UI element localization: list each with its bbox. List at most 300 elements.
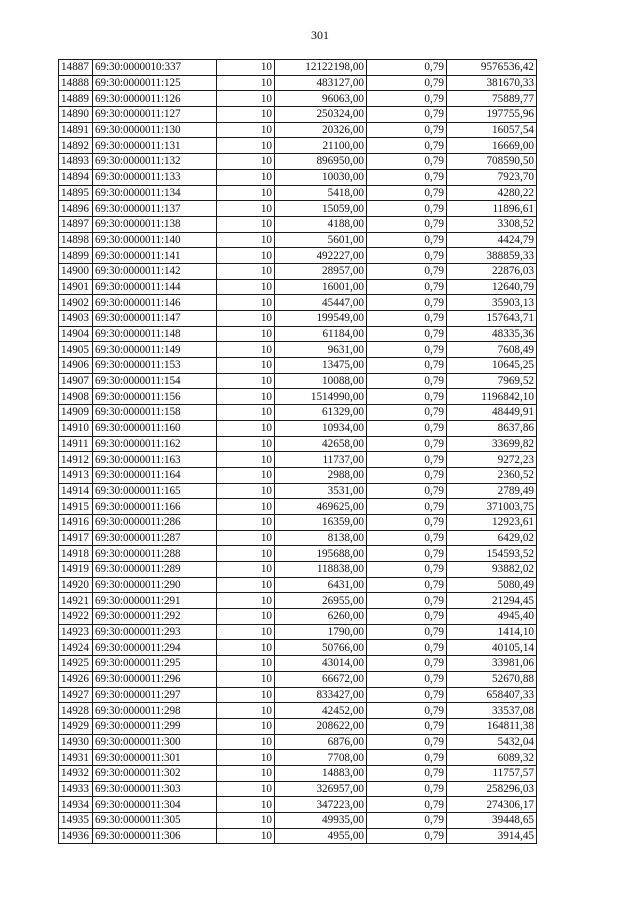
result-cell: 48449,91 bbox=[447, 405, 537, 421]
table-row bbox=[59, 781, 537, 797]
result-cell: 3308,52 bbox=[447, 216, 537, 232]
row-number-cell: 14907 bbox=[59, 373, 93, 389]
result-cell: 11757,57 bbox=[447, 765, 537, 781]
coefficient-cell: 0,79 bbox=[367, 420, 447, 436]
cadastral-value-cell: 4955,00 bbox=[275, 828, 367, 844]
cadastral-number-cell: 69:30:0000011:142 bbox=[93, 263, 217, 279]
cadastral-number-cell: 69:30:0000011:149 bbox=[93, 342, 217, 358]
cadastral-value-cell: 10088,00 bbox=[275, 373, 367, 389]
table-row bbox=[59, 640, 537, 656]
row-number-cell: 14903 bbox=[59, 311, 93, 327]
cadastral-number-cell: 69:30:0000011:299 bbox=[93, 718, 217, 734]
coefficient-cell: 0,79 bbox=[367, 765, 447, 781]
cadastral-value-cell: 250324,00 bbox=[275, 107, 367, 123]
coefficient-cell: 0,79 bbox=[367, 295, 447, 311]
rate-cell: 10 bbox=[217, 169, 275, 185]
cadastral-number-cell: 69:30:0000011:166 bbox=[93, 499, 217, 515]
rate-cell: 10 bbox=[217, 389, 275, 405]
cadastral-number-cell: 69:30:0000011:296 bbox=[93, 671, 217, 687]
row-number-cell: 14899 bbox=[59, 248, 93, 264]
row-number-cell: 14916 bbox=[59, 514, 93, 530]
table-row bbox=[59, 232, 537, 248]
cadastral-value-cell: 7708,00 bbox=[275, 750, 367, 766]
table-row bbox=[59, 185, 537, 201]
table-row bbox=[59, 107, 537, 123]
cadastral-number-cell: 69:30:0000011:292 bbox=[93, 609, 217, 625]
rate-cell: 10 bbox=[217, 201, 275, 217]
cadastral-number-cell: 69:30:0000011:302 bbox=[93, 765, 217, 781]
rate-cell: 10 bbox=[217, 138, 275, 154]
result-cell: 16669,00 bbox=[447, 138, 537, 154]
table-row bbox=[59, 216, 537, 232]
cadastral-value-cell: 61184,00 bbox=[275, 326, 367, 342]
coefficient-cell: 0,79 bbox=[367, 154, 447, 170]
coefficient-cell: 0,79 bbox=[367, 593, 447, 609]
result-cell: 7969,52 bbox=[447, 373, 537, 389]
rate-cell: 10 bbox=[217, 750, 275, 766]
result-cell: 4945,40 bbox=[447, 609, 537, 625]
cadastral-value-cell: 12122198,00 bbox=[275, 60, 367, 76]
result-cell: 3914,45 bbox=[447, 828, 537, 844]
cadastral-value-cell: 42452,00 bbox=[275, 703, 367, 719]
row-number-cell: 14894 bbox=[59, 169, 93, 185]
table-row bbox=[59, 499, 537, 515]
result-cell: 40105,14 bbox=[447, 640, 537, 656]
table-row bbox=[59, 577, 537, 593]
rate-cell: 10 bbox=[217, 765, 275, 781]
cadastral-value-cell: 26955,00 bbox=[275, 593, 367, 609]
cadastral-value-cell: 208622,00 bbox=[275, 718, 367, 734]
cadastral-value-cell: 492227,00 bbox=[275, 248, 367, 264]
rate-cell: 10 bbox=[217, 75, 275, 91]
coefficient-cell: 0,79 bbox=[367, 436, 447, 452]
cadastral-value-cell: 43014,00 bbox=[275, 656, 367, 672]
table-row bbox=[59, 624, 537, 640]
cadastral-number-cell: 69:30:0000011:141 bbox=[93, 248, 217, 264]
result-cell: 197755,96 bbox=[447, 107, 537, 123]
table-row bbox=[59, 514, 537, 530]
cadastral-number-cell: 69:30:0000011:300 bbox=[93, 734, 217, 750]
row-number-cell: 14895 bbox=[59, 185, 93, 201]
row-number-cell: 14919 bbox=[59, 562, 93, 578]
result-cell: 21294,45 bbox=[447, 593, 537, 609]
result-cell: 381670,33 bbox=[447, 75, 537, 91]
rate-cell: 10 bbox=[217, 185, 275, 201]
cadastral-number-cell: 69:30:0000011:147 bbox=[93, 311, 217, 327]
coefficient-cell: 0,79 bbox=[367, 624, 447, 640]
cadastral-value-cell: 3531,00 bbox=[275, 483, 367, 499]
result-cell: 388859,33 bbox=[447, 248, 537, 264]
rate-cell: 10 bbox=[217, 91, 275, 107]
result-cell: 658407,33 bbox=[447, 687, 537, 703]
rate-cell: 10 bbox=[217, 326, 275, 342]
table-row bbox=[59, 154, 537, 170]
rate-cell: 10 bbox=[217, 562, 275, 578]
cadastral-number-cell: 69:30:0000011:148 bbox=[93, 326, 217, 342]
cadastral-number-cell: 69:30:0000011:156 bbox=[93, 389, 217, 405]
row-number-cell: 14913 bbox=[59, 467, 93, 483]
cadastral-number-cell: 69:30:0000011:305 bbox=[93, 813, 217, 829]
rate-cell: 10 bbox=[217, 122, 275, 138]
cadastral-number-cell: 69:30:0000011:138 bbox=[93, 216, 217, 232]
cadastral-number-cell: 69:30:0000011:137 bbox=[93, 201, 217, 217]
row-number-cell: 14921 bbox=[59, 593, 93, 609]
rate-cell: 10 bbox=[217, 546, 275, 562]
table-row bbox=[59, 358, 537, 374]
coefficient-cell: 0,79 bbox=[367, 813, 447, 829]
result-cell: 1196842,10 bbox=[447, 389, 537, 405]
rate-cell: 10 bbox=[217, 452, 275, 468]
result-cell: 7608,49 bbox=[447, 342, 537, 358]
cadastral-value-cell: 16001,00 bbox=[275, 279, 367, 295]
result-cell: 33981,06 bbox=[447, 656, 537, 672]
result-cell: 11896,61 bbox=[447, 201, 537, 217]
cadastral-number-cell: 69:30:0000011:160 bbox=[93, 420, 217, 436]
rate-cell: 10 bbox=[217, 828, 275, 844]
rate-cell: 10 bbox=[217, 154, 275, 170]
row-number-cell: 14887 bbox=[59, 60, 93, 76]
result-cell: 52670,88 bbox=[447, 671, 537, 687]
cadastral-number-cell: 69:30:0000011:298 bbox=[93, 703, 217, 719]
rate-cell: 10 bbox=[217, 107, 275, 123]
rate-cell: 10 bbox=[217, 263, 275, 279]
cadastral-value-cell: 45447,00 bbox=[275, 295, 367, 311]
cadastral-number-cell: 69:30:0000011:287 bbox=[93, 530, 217, 546]
coefficient-cell: 0,79 bbox=[367, 185, 447, 201]
cadastral-number-cell: 69:30:0000011:131 bbox=[93, 138, 217, 154]
row-number-cell: 14900 bbox=[59, 263, 93, 279]
row-number-cell: 14935 bbox=[59, 813, 93, 829]
coefficient-cell: 0,79 bbox=[367, 514, 447, 530]
table-row bbox=[59, 75, 537, 91]
cadastral-number-cell: 69:30:0000011:140 bbox=[93, 232, 217, 248]
result-cell: 5432,04 bbox=[447, 734, 537, 750]
table-row bbox=[59, 797, 537, 813]
table-row bbox=[59, 201, 537, 217]
table-row bbox=[59, 671, 537, 687]
coefficient-cell: 0,79 bbox=[367, 499, 447, 515]
cadastral-number-cell: 69:30:0000011:288 bbox=[93, 546, 217, 562]
row-number-cell: 14917 bbox=[59, 530, 93, 546]
rate-cell: 10 bbox=[217, 342, 275, 358]
cadastral-value-cell: 21100,00 bbox=[275, 138, 367, 154]
table-row bbox=[59, 750, 537, 766]
row-number-cell: 14927 bbox=[59, 687, 93, 703]
rate-cell: 10 bbox=[217, 577, 275, 593]
cadastral-number-cell: 69:30:0000011:297 bbox=[93, 687, 217, 703]
cadastral-number-cell: 69:30:0000010:337 bbox=[93, 60, 217, 76]
rate-cell: 10 bbox=[217, 499, 275, 515]
result-cell: 164811,38 bbox=[447, 718, 537, 734]
cadastral-number-cell: 69:30:0000011:289 bbox=[93, 562, 217, 578]
rate-cell: 10 bbox=[217, 734, 275, 750]
row-number-cell: 14934 bbox=[59, 797, 93, 813]
cadastral-value-cell: 20326,00 bbox=[275, 122, 367, 138]
coefficient-cell: 0,79 bbox=[367, 609, 447, 625]
cadastral-number-cell: 69:30:0000011:293 bbox=[93, 624, 217, 640]
row-number-cell: 14909 bbox=[59, 405, 93, 421]
row-number-cell: 14922 bbox=[59, 609, 93, 625]
coefficient-cell: 0,79 bbox=[367, 138, 447, 154]
row-number-cell: 14911 bbox=[59, 436, 93, 452]
rate-cell: 10 bbox=[217, 813, 275, 829]
cadastral-number-cell: 69:30:0000011:134 bbox=[93, 185, 217, 201]
result-cell: 2360,52 bbox=[447, 467, 537, 483]
cadastral-value-cell: 118838,00 bbox=[275, 562, 367, 578]
cadastral-value-cell: 8138,00 bbox=[275, 530, 367, 546]
row-number-cell: 14925 bbox=[59, 656, 93, 672]
cadastral-number-cell: 69:30:0000011:162 bbox=[93, 436, 217, 452]
table-row bbox=[59, 248, 537, 264]
result-cell: 708590,50 bbox=[447, 154, 537, 170]
coefficient-cell: 0,79 bbox=[367, 405, 447, 421]
cadastral-number-cell: 69:30:0000011:304 bbox=[93, 797, 217, 813]
cadastral-number-cell: 69:30:0000011:154 bbox=[93, 373, 217, 389]
coefficient-cell: 0,79 bbox=[367, 201, 447, 217]
row-number-cell: 14888 bbox=[59, 75, 93, 91]
result-cell: 9576536,42 bbox=[447, 60, 537, 76]
row-number-cell: 14920 bbox=[59, 577, 93, 593]
row-number-cell: 14926 bbox=[59, 671, 93, 687]
coefficient-cell: 0,79 bbox=[367, 640, 447, 656]
rate-cell: 10 bbox=[217, 530, 275, 546]
result-cell: 12923,61 bbox=[447, 514, 537, 530]
cadastral-value-cell: 50766,00 bbox=[275, 640, 367, 656]
coefficient-cell: 0,79 bbox=[367, 546, 447, 562]
coefficient-cell: 0,79 bbox=[367, 248, 447, 264]
table-row bbox=[59, 373, 537, 389]
row-number-cell: 14905 bbox=[59, 342, 93, 358]
rate-cell: 10 bbox=[217, 593, 275, 609]
row-number-cell: 14933 bbox=[59, 781, 93, 797]
rate-cell: 10 bbox=[217, 311, 275, 327]
rate-cell: 10 bbox=[217, 483, 275, 499]
table-row bbox=[59, 828, 537, 844]
row-number-cell: 14923 bbox=[59, 624, 93, 640]
table-row bbox=[59, 326, 537, 342]
rate-cell: 10 bbox=[217, 373, 275, 389]
result-cell: 75889,77 bbox=[447, 91, 537, 107]
result-cell: 371003,75 bbox=[447, 499, 537, 515]
table-row bbox=[59, 765, 537, 781]
cadastral-value-cell: 13475,00 bbox=[275, 358, 367, 374]
row-number-cell: 14918 bbox=[59, 546, 93, 562]
coefficient-cell: 0,79 bbox=[367, 389, 447, 405]
rate-cell: 10 bbox=[217, 295, 275, 311]
cadastral-number-cell: 69:30:0000011:286 bbox=[93, 514, 217, 530]
row-number-cell: 14897 bbox=[59, 216, 93, 232]
rate-cell: 10 bbox=[217, 248, 275, 264]
table-row bbox=[59, 593, 537, 609]
row-number-cell: 14902 bbox=[59, 295, 93, 311]
table-row bbox=[59, 311, 537, 327]
table-row bbox=[59, 405, 537, 421]
cadastral-value-cell: 326957,00 bbox=[275, 781, 367, 797]
cadastral-value-cell: 199549,00 bbox=[275, 311, 367, 327]
cadastral-value-cell: 42658,00 bbox=[275, 436, 367, 452]
table-row bbox=[59, 546, 537, 562]
cadastral-value-cell: 66672,00 bbox=[275, 671, 367, 687]
cadastral-number-cell: 69:30:0000011:306 bbox=[93, 828, 217, 844]
result-cell: 33537,08 bbox=[447, 703, 537, 719]
row-number-cell: 14914 bbox=[59, 483, 93, 499]
result-cell: 274306,17 bbox=[447, 797, 537, 813]
coefficient-cell: 0,79 bbox=[367, 797, 447, 813]
coefficient-cell: 0,79 bbox=[367, 169, 447, 185]
cadastral-value-cell: 15059,00 bbox=[275, 201, 367, 217]
coefficient-cell: 0,79 bbox=[367, 358, 447, 374]
row-number-cell: 14908 bbox=[59, 389, 93, 405]
rate-cell: 10 bbox=[217, 703, 275, 719]
rate-cell: 10 bbox=[217, 420, 275, 436]
cadastral-value-cell: 14883,00 bbox=[275, 765, 367, 781]
table-row bbox=[59, 91, 537, 107]
row-number-cell: 14906 bbox=[59, 358, 93, 374]
result-cell: 2789,49 bbox=[447, 483, 537, 499]
result-cell: 39448,65 bbox=[447, 813, 537, 829]
coefficient-cell: 0,79 bbox=[367, 828, 447, 844]
table-row bbox=[59, 263, 537, 279]
result-cell: 6429,02 bbox=[447, 530, 537, 546]
cadastral-number-cell: 69:30:0000011:126 bbox=[93, 91, 217, 107]
cadastral-number-cell: 69:30:0000011:130 bbox=[93, 122, 217, 138]
rate-cell: 10 bbox=[217, 687, 275, 703]
cadastral-value-cell: 96063,00 bbox=[275, 91, 367, 107]
cadastral-number-cell: 69:30:0000011:132 bbox=[93, 154, 217, 170]
cadastral-value-cell: 833427,00 bbox=[275, 687, 367, 703]
cadastral-value-cell: 896950,00 bbox=[275, 154, 367, 170]
cadastral-number-cell: 69:30:0000011:127 bbox=[93, 107, 217, 123]
rate-cell: 10 bbox=[217, 718, 275, 734]
cadastral-number-cell: 69:30:0000011:125 bbox=[93, 75, 217, 91]
row-number-cell: 14924 bbox=[59, 640, 93, 656]
cadastral-value-cell: 5601,00 bbox=[275, 232, 367, 248]
row-number-cell: 14932 bbox=[59, 765, 93, 781]
row-number-cell: 14931 bbox=[59, 750, 93, 766]
cadastral-number-cell: 69:30:0000011:303 bbox=[93, 781, 217, 797]
result-cell: 8637,86 bbox=[447, 420, 537, 436]
coefficient-cell: 0,79 bbox=[367, 467, 447, 483]
coefficient-cell: 0,79 bbox=[367, 703, 447, 719]
rate-cell: 10 bbox=[217, 232, 275, 248]
result-cell: 12640,79 bbox=[447, 279, 537, 295]
rate-cell: 10 bbox=[217, 467, 275, 483]
result-cell: 1414,10 bbox=[447, 624, 537, 640]
table-row bbox=[59, 483, 537, 499]
coefficient-cell: 0,79 bbox=[367, 342, 447, 358]
cadastral-number-cell: 69:30:0000011:153 bbox=[93, 358, 217, 374]
row-number-cell: 14930 bbox=[59, 734, 93, 750]
cadastral-value-cell: 10934,00 bbox=[275, 420, 367, 436]
coefficient-cell: 0,79 bbox=[367, 311, 447, 327]
result-cell: 16057,54 bbox=[447, 122, 537, 138]
table-row bbox=[59, 60, 537, 76]
cadastral-number-cell: 69:30:0000011:290 bbox=[93, 577, 217, 593]
row-number-cell: 14915 bbox=[59, 499, 93, 515]
rate-cell: 10 bbox=[217, 358, 275, 374]
table-row bbox=[59, 138, 537, 154]
coefficient-cell: 0,79 bbox=[367, 232, 447, 248]
cadastral-value-cell: 49935,00 bbox=[275, 813, 367, 829]
table-row bbox=[59, 530, 537, 546]
rate-cell: 10 bbox=[217, 781, 275, 797]
rate-cell: 10 bbox=[217, 671, 275, 687]
cadastral-value-cell: 28957,00 bbox=[275, 263, 367, 279]
table-row bbox=[59, 656, 537, 672]
cadastral-value-cell: 2988,00 bbox=[275, 467, 367, 483]
coefficient-cell: 0,79 bbox=[367, 263, 447, 279]
result-cell: 9272,23 bbox=[447, 452, 537, 468]
cadastral-number-cell: 69:30:0000011:291 bbox=[93, 593, 217, 609]
cadastral-value-cell: 61329,00 bbox=[275, 405, 367, 421]
cadastral-value-cell: 5418,00 bbox=[275, 185, 367, 201]
result-cell: 7923,70 bbox=[447, 169, 537, 185]
cadastral-value-cell: 4188,00 bbox=[275, 216, 367, 232]
table-row bbox=[59, 718, 537, 734]
cadastral-number-cell: 69:30:0000011:144 bbox=[93, 279, 217, 295]
result-cell: 48335,36 bbox=[447, 326, 537, 342]
table-row bbox=[59, 562, 537, 578]
table-row bbox=[59, 609, 537, 625]
rate-cell: 10 bbox=[217, 797, 275, 813]
table-row bbox=[59, 813, 537, 829]
cadastral-value-cell: 6876,00 bbox=[275, 734, 367, 750]
rate-cell: 10 bbox=[217, 656, 275, 672]
result-cell: 154593,52 bbox=[447, 546, 537, 562]
cadastral-value-cell: 195688,00 bbox=[275, 546, 367, 562]
coefficient-cell: 0,79 bbox=[367, 562, 447, 578]
result-cell: 33699,82 bbox=[447, 436, 537, 452]
cadastral-number-cell: 69:30:0000011:163 bbox=[93, 452, 217, 468]
row-number-cell: 14890 bbox=[59, 107, 93, 123]
cadastral-number-cell: 69:30:0000011:301 bbox=[93, 750, 217, 766]
table-row bbox=[59, 122, 537, 138]
result-cell: 4280,22 bbox=[447, 185, 537, 201]
cadastral-number-cell: 69:30:0000011:164 bbox=[93, 467, 217, 483]
table-row bbox=[59, 734, 537, 750]
row-number-cell: 14910 bbox=[59, 420, 93, 436]
coefficient-cell: 0,79 bbox=[367, 530, 447, 546]
cadastral-value-cell: 1790,00 bbox=[275, 624, 367, 640]
row-number-cell: 14898 bbox=[59, 232, 93, 248]
coefficient-cell: 0,79 bbox=[367, 750, 447, 766]
row-number-cell: 14889 bbox=[59, 91, 93, 107]
row-number-cell: 14896 bbox=[59, 201, 93, 217]
cadastral-number-cell: 69:30:0000011:165 bbox=[93, 483, 217, 499]
coefficient-cell: 0,79 bbox=[367, 483, 447, 499]
cadastral-value-cell: 483127,00 bbox=[275, 75, 367, 91]
coefficient-cell: 0,79 bbox=[367, 781, 447, 797]
rate-cell: 10 bbox=[217, 609, 275, 625]
table-row bbox=[59, 467, 537, 483]
rate-cell: 10 bbox=[217, 514, 275, 530]
coefficient-cell: 0,79 bbox=[367, 577, 447, 593]
coefficient-cell: 0,79 bbox=[367, 91, 447, 107]
result-cell: 10645,25 bbox=[447, 358, 537, 374]
table-row bbox=[59, 687, 537, 703]
row-number-cell: 14928 bbox=[59, 703, 93, 719]
cadastral-value-cell: 11737,00 bbox=[275, 452, 367, 468]
coefficient-cell: 0,79 bbox=[367, 656, 447, 672]
result-cell: 93882,02 bbox=[447, 562, 537, 578]
coefficient-cell: 0,79 bbox=[367, 671, 447, 687]
table-row bbox=[59, 436, 537, 452]
cadastral-number-cell: 69:30:0000011:295 bbox=[93, 656, 217, 672]
rate-cell: 10 bbox=[217, 405, 275, 421]
coefficient-cell: 0,79 bbox=[367, 452, 447, 468]
cadastral-number-cell: 69:30:0000011:146 bbox=[93, 295, 217, 311]
table-row bbox=[59, 279, 537, 295]
